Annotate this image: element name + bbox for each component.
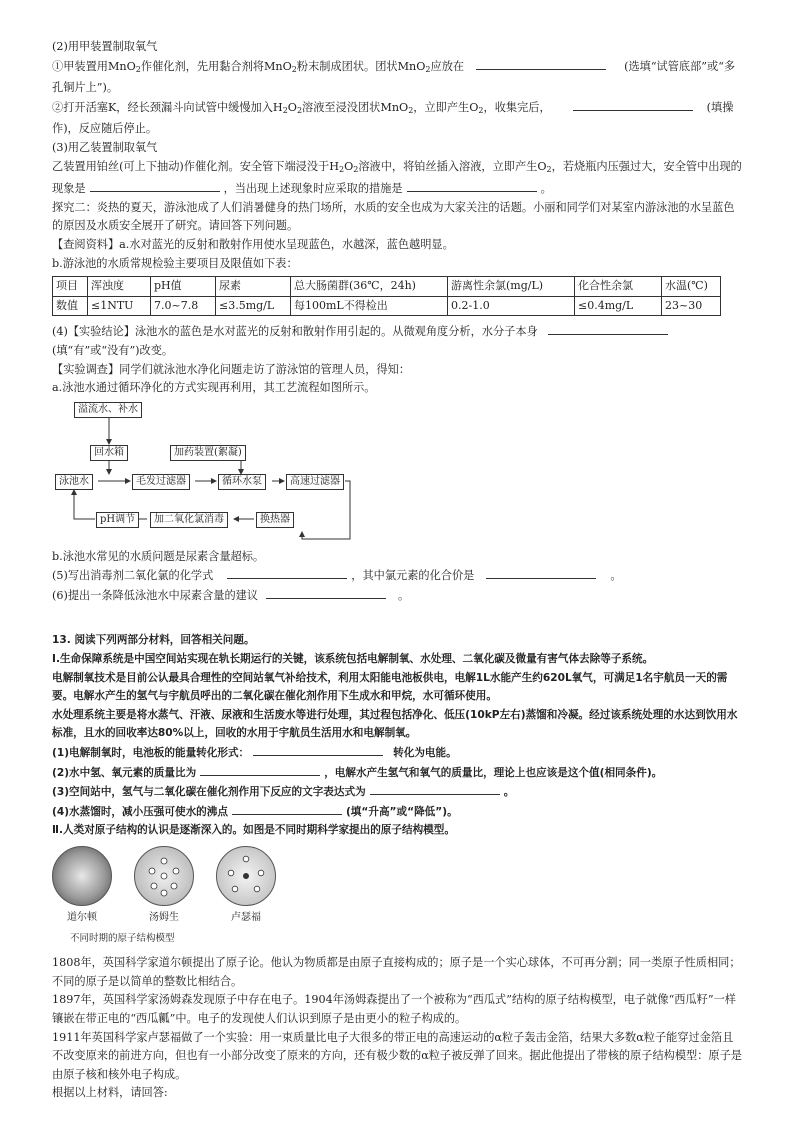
sub-question-2: (2)水中氢、氧元素的质量比为 ，电解水产生氢气和氧气的质量比，理论上也应该是这个值(相同条件)。: [52, 763, 742, 783]
table-cell: 每100mL不得检出: [291, 296, 448, 316]
table-cell: 浑浊度: [88, 277, 151, 297]
answer-blank[interactable]: [370, 782, 500, 795]
table-cell: 0.2-1.0: [448, 296, 575, 316]
table-cell: 数值: [53, 296, 88, 316]
flow-node-heat-exchanger: 换热器: [256, 512, 294, 528]
answer-blank[interactable]: [200, 763, 320, 776]
flow-node-pump: 循环水泵: [218, 474, 266, 490]
plum-pudding-icon: [134, 846, 194, 906]
flow-node-clo2: 加二氧化氯消毒: [150, 512, 228, 528]
answer-blank[interactable]: [548, 322, 668, 335]
question-6: (6)提出一条降低泳池水中尿素含量的建议 。: [52, 586, 742, 606]
final-prompt: 根据以上材料，请回答:: [52, 1086, 168, 1100]
sub-question-4: (4)水蒸馏时，减小压强可使水的沸点 (填“升高”或“降低”)。: [52, 802, 742, 822]
model-thomson: 汤姆生: [134, 846, 194, 928]
sub-question-3: (3)空间站中，氢气与二氧化碳在催化剂作用下反应的文字表达式为 。: [52, 782, 742, 802]
section-1-para-1: 电解制氧技术是目前公认最具合理性的空间站氧气补给技术，利用太阳能电池板供电，电解1L水能产生约620L氧气，可满足1名宇航员一天的需要。电解水产生的氢气与宇航员呼出的二氧化碳在催化剂作用下生成水和甲烷，水可循环使用。: [52, 671, 728, 703]
process-flow-diagram: [54, 402, 354, 542]
solid-sphere-icon: [52, 846, 112, 906]
part-2-heading: (2)用甲装置制取氧气: [52, 40, 158, 53]
flow-node-ph: pH调节: [96, 512, 139, 528]
nuclear-atom-icon: [216, 846, 276, 906]
table-cell: 7.0~7.8: [151, 296, 216, 316]
table-cell: 水温(℃): [662, 277, 721, 297]
atom-models-figure: [52, 846, 742, 928]
answer-blank[interactable]: [476, 57, 606, 70]
table-cell: ≤0.4mg/L: [575, 296, 662, 316]
flow-node-overflow: 溢流水、补水: [74, 402, 142, 418]
answer-blank[interactable]: [253, 743, 383, 756]
flow-node-pool: 泳池水: [55, 474, 93, 490]
info-b: b.游泳池的水质常规检验主要项目及限值如下表：: [52, 256, 298, 270]
question-3: 乙装置用铂丝(可上下抽动)作催化剂。安全管下端浸没于$H_2O_2$溶液中，将铂丝插入溶液，立即产生$O_2$，若烧瓶内压强过大，安全管中出现的现象是 ，当出现上述现象时应采取的措施是 。: [52, 159, 742, 196]
sub-question-1: (1)电解制氧时，电池板的能量转化形式： 转化为电能。: [52, 743, 742, 763]
flow-node-highspeed-filter: 高速过滤器: [286, 474, 344, 490]
table-cell: 游离性余氯(mg/L): [448, 277, 575, 297]
table-cell: 总大肠菌群(36℃，24h): [291, 277, 448, 297]
history-1911: 1911年英国科学家卢瑟福做了一个实验：用一束质量比电子大很多的带正电的高速运动的α粒子轰击金箔，结果大多数α粒子能穿过金箔且不改变原来的前进方向，但也有一小部分改变了原来的方向，还有极少数的α粒子被反弹了回来。据此他提出了带核的原子结构模型：原子是由原子核和核外电子构成。: [52, 1030, 742, 1081]
flow-node-dosing: 加药装置(絮凝): [170, 445, 246, 461]
table-cell: ≤3.5mg/L: [216, 296, 291, 316]
info-a: 【查阅资料】a.水对蓝光的反射和散射作用使水呈现蓝色，水越深，蓝色越明显。: [52, 237, 454, 251]
table-cell: 项目: [53, 277, 88, 297]
table-cell: pH值: [151, 277, 216, 297]
answer-blank[interactable]: [266, 586, 386, 599]
question-4: (4)【实验结论】泳池水的蓝色是水对蓝光的反射和散射作用引起的。从微观角度分析，水分子本身(填“有”或“没有”)改变。: [52, 322, 742, 360]
question-13-heading: 13. 阅读下列两部分材料，回答相关问题。: [52, 634, 255, 647]
history-1897: 1897年，英国科学家汤姆森发现原子中存在电子。1904年汤姆森提出了一个被称为“西瓜式”结构的原子结构模型，电子就像“西瓜籽”一样镶嵌在带正电的“西瓜瓤”中。电子的发现使人们认识到原子是由更小的粒子构成的。: [52, 993, 736, 1025]
survey-b: b.泳池水常见的水质问题是尿素含量超标。: [52, 549, 265, 563]
survey-heading: 【实验调查】同学们就泳池水净化问题走访了游泳馆的管理人员，得知：: [52, 362, 411, 376]
model-rutherford: 卢瑟福: [216, 846, 276, 928]
survey-a: a.泳池水通过循环净化的方式实现再利用，其工艺流程如图所示。: [52, 381, 376, 395]
question-5: (5)写出消毒剂二氧化氯的化学式 ，其中氯元素的化合价是 。: [52, 566, 742, 586]
table-cell: 化合性余氯: [575, 277, 662, 297]
question-2-2: ②打开活塞K，经长颈漏斗向试管中缓慢加入$H_2O_2$溶液至浸没团状MnO$_2$，立即产生$O_2$，收集完后， (填操作)，反应随后停止。: [52, 98, 742, 139]
answer-blank[interactable]: [573, 98, 693, 111]
history-1808: 1808年，英国科学家道尔顿提出了原子论。他认为物质都是由原子直接构成的；原子是一个实心球体，不可再分割；同一类原子性质相同；不同的原子是以简单的整数比相结合。: [52, 956, 741, 988]
answer-blank[interactable]: [90, 179, 220, 192]
answer-blank[interactable]: [232, 802, 342, 815]
flow-node-hair-filter: 毛发过滤器: [132, 474, 190, 490]
model-dalton: 道尔顿: [52, 846, 112, 928]
answer-blank[interactable]: [486, 566, 596, 579]
table-row: [53, 277, 721, 297]
answer-blank[interactable]: [407, 179, 537, 192]
water-quality-table: [52, 276, 721, 316]
question-2-1: ①甲装置用MnO$_2$作催化剂，先用黏合剂将MnO$_2$粉末制成团状。团状MnO$_2$应放在 (选填“试管底部”或“多孔铜片上”)。: [52, 57, 742, 98]
table-cell: 尿素: [216, 277, 291, 297]
part-3-heading: (3)用乙装置制取氧气: [52, 140, 158, 154]
table-cell: 23~30: [662, 296, 721, 316]
explore-2-intro: 探究二：炎热的夏天，游泳池成了人们消暑健身的热门场所，水质的安全也成为大家关注的话题。小丽和同学们对某室内游泳池的水呈蓝色的原因及水质安全展开了研究。请回答下列问题。: [52, 200, 735, 233]
table-row: [53, 296, 721, 316]
answer-blank[interactable]: [227, 566, 347, 579]
section-1-para-2: 水处理系统主要是将水蒸气、汗液、尿液和生活废水等进行处理，其过程包括净化、低压(10kP左右)蒸馏和冷凝。经过该系统处理的水达到饮用水标准，且水的回收率达80%以上，回收的水用于宇航员生活用水和电解制氧。: [52, 708, 738, 740]
section-1-intro: Ⅰ.生命保障系统是中国空间站实现在轨长期运行的关键，该系统包括电解制氧、水处理、二氧化碳及微量有害气体去除等子系统。: [52, 653, 654, 666]
section-2-intro: Ⅱ.人类对原子结构的认识是逐渐深入的。如图是不同时期科学家提出的原子结构模型。: [52, 824, 455, 837]
flow-node-tank: 回水箱: [90, 445, 128, 461]
table-cell: ≤1NTU: [88, 296, 151, 316]
document-page: [52, 38, 742, 1103]
models-caption: 不同时期的原子结构模型: [70, 932, 175, 944]
